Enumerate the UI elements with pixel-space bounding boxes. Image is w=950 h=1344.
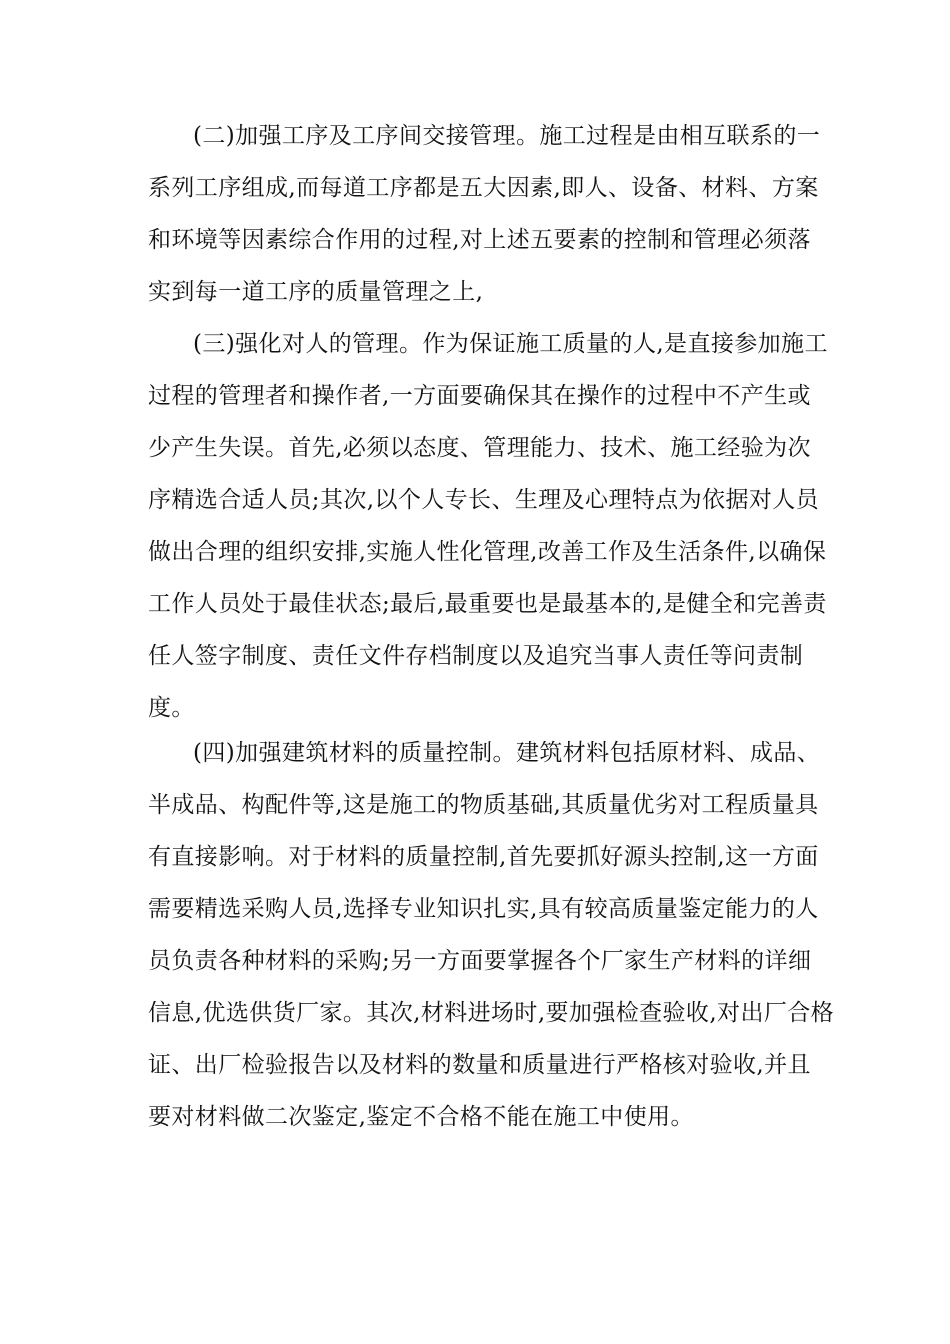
paragraph-3-line-3: 少产生失误。首先,必须以态度、管理能力、技术、施工经验为次 (148, 435, 811, 461)
paragraph-4-line-2: 半成品、构配件等,这是施工的物质基础,其质量优劣对工程质量具 (148, 792, 819, 818)
paragraph-2-line-1: (二)加强工序及工序间交接管理。施工过程是由相互联系的一 (193, 123, 821, 149)
paragraph-3-line-4: 序精选合适人员;其次,以个人专长、生理及心理特点为依据对人员 (148, 487, 820, 513)
paragraph-4-line-7: 证、出厂检验报告以及材料的数量和质量进行严格核对验收,并且 (148, 1052, 811, 1078)
paragraph-2-line-4: 实到每一道工序的质量管理之上, (148, 279, 484, 305)
paragraph-2-line-3: 和环境等因素综合作用的过程,对上述五要素的控制和管理必须落 (148, 227, 811, 253)
paragraph-4-line-5: 员负责各种材料的采购;另一方面要掌握各个厂家生产材料的详细 (148, 948, 812, 974)
paragraph-4-line-3: 有直接影响。对于材料的质量控制,首先要抓好源头控制,这一方面 (148, 844, 819, 870)
paragraph-3-line-5: 做出合理的组织安排,实施人性化管理,改善工作及生活条件,以确保 (148, 539, 827, 565)
paragraph-3-line-7: 任人签字制度、责任文件存档制度以及追究当事人责任等问责制 (148, 643, 804, 669)
paragraph-3-line-6: 工作人员处于最佳状态;最后,最重要也是最基本的,是健全和完善责 (148, 591, 827, 617)
paragraph-3-line-8: 度。 (148, 695, 195, 721)
paragraph-3-line-2: 过程的管理者和操作者,一方面要确保其在操作的过程中不产生或 (148, 383, 811, 409)
paragraph-4-line-4: 需要精选采购人员,选择专业知识扎实,具有较高质量鉴定能力的人 (148, 896, 819, 922)
paragraph-4-line-1: (四)加强建筑材料的质量控制。建筑材料包括原材料、成品、 (193, 740, 821, 766)
paragraph-4-line-8: 要对材料做二次鉴定,鉴定不合格不能在施工中使用。 (148, 1104, 694, 1130)
paragraph-3-line-1: (三)强化对人的管理。作为保证施工质量的人,是直接参加施工 (193, 331, 828, 357)
paragraph-2-line-2: 系列工序组成,而每道工序都是五大因素,即人、设备、材料、方案 (148, 175, 819, 201)
paragraph-4-line-6: 信息,优选供货厂家。其次,材料进场时,要加强检查验收,对出厂合格 (148, 1000, 835, 1026)
